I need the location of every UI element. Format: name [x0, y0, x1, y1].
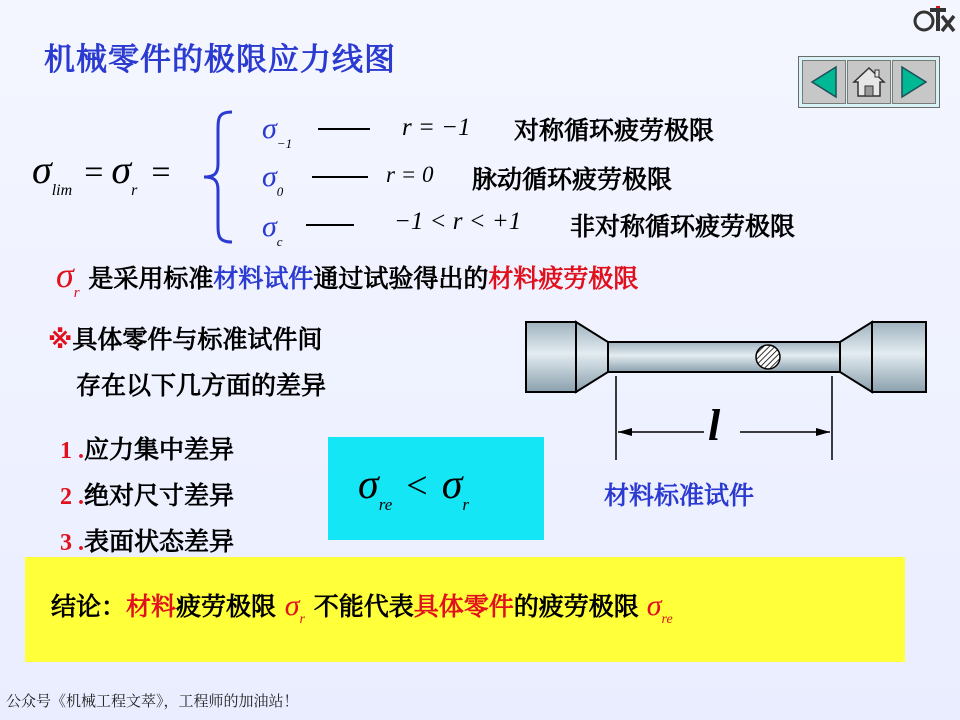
- sigma-lim-formula: σlim = σr =: [32, 147, 171, 199]
- condition-r: −1 < r < +1: [394, 208, 522, 235]
- footer-text: 公众号《机械工程文萃》，工程师的加油站！: [6, 692, 299, 710]
- home-icon: [848, 61, 890, 103]
- next-button[interactable]: [892, 60, 936, 104]
- prev-button[interactable]: [802, 60, 846, 104]
- note-line2: 存在以下几方面的差异: [76, 371, 327, 400]
- conclusion-box: [25, 557, 905, 662]
- dash: [318, 128, 370, 130]
- row-label: 对称循环疲劳极限: [514, 116, 715, 145]
- sigma-minus-one: $\sigma_{-1}$: [262, 112, 293, 151]
- page-title: 机械零件的极限应力线图: [44, 42, 396, 78]
- length-label: l: [708, 401, 721, 450]
- otx-logo-icon: [912, 4, 956, 34]
- condition-r: r = 0: [386, 162, 434, 187]
- list-item: 1 .应力集中差异: [60, 435, 235, 464]
- list-item: 3 .表面状态差异: [60, 527, 235, 556]
- triangle-left-icon: [803, 61, 845, 103]
- triangle-right-icon: [893, 61, 935, 103]
- dash: [312, 176, 368, 178]
- inequality-box: σre < σr: [328, 437, 544, 540]
- definition-line: σr 是采用标准材料试件通过试验得出的材料疲劳极限: [56, 255, 639, 301]
- condition-r: r = −1: [402, 114, 471, 141]
- sigma-zero: $\sigma_0$: [262, 160, 284, 199]
- conclusion-text: 结论：材料疲劳极限 σr 不能代表具体零件的疲劳极限 σre: [51, 589, 673, 627]
- sigma-c: $\sigma_c$: [262, 210, 283, 249]
- navigation-bar: [798, 56, 940, 108]
- list-item: 2 .绝对尺寸差异: [60, 481, 235, 510]
- home-button[interactable]: [847, 60, 891, 104]
- curly-brace: [200, 108, 236, 246]
- specimen-caption: 材料标准试件: [604, 481, 755, 510]
- standard-specimen-drawing: [520, 318, 960, 468]
- row-label: 非对称循环疲劳极限: [570, 212, 796, 241]
- dash: [306, 224, 354, 226]
- row-label: 脉动循环疲劳极限: [472, 165, 673, 194]
- note-line1: ※具体零件与标准试件间: [48, 325, 323, 354]
